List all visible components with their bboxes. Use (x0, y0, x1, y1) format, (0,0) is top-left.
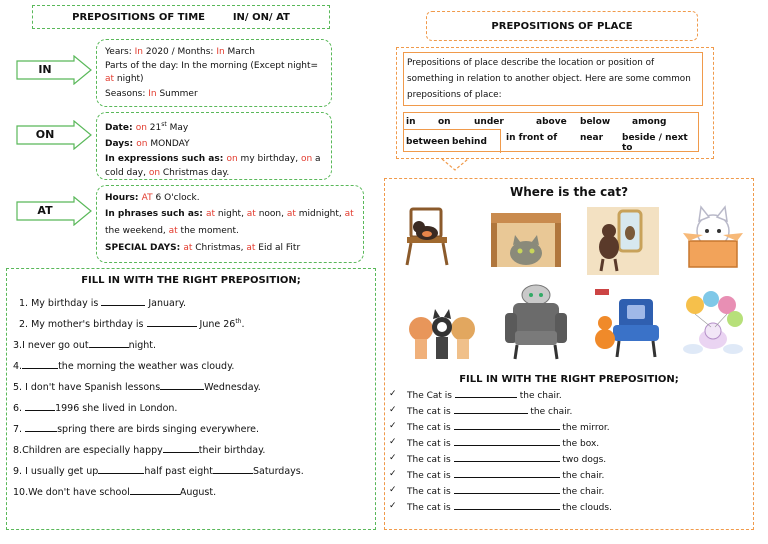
time-exercise-item: 1. My birthday is January. (19, 298, 187, 309)
check-icon: ✓ (389, 501, 397, 511)
answer-blank[interactable] (101, 297, 145, 306)
at-special-days: SPECIAL DAYS: at Christmas, at Eid al Fitr (105, 243, 301, 253)
place-word: in front of (506, 133, 558, 143)
cat-among-clouds-picture (681, 291, 747, 361)
answer-blank[interactable] (98, 465, 144, 474)
at-hours: Hours: AT 6 O'clock. (105, 193, 200, 203)
check-icon: ✓ (389, 453, 397, 463)
answer-blank[interactable] (213, 465, 253, 474)
time-exercise-item: 6. 1996 she lived in London. (13, 403, 178, 414)
place-word: behind (452, 137, 487, 147)
place-description: Prepositions of place describe the location or position of something in relation to another object. Here are some common prepositions of place: (407, 58, 691, 100)
cat-exercise-item: ✓ The cat is the mirror. (389, 421, 610, 433)
place-word: below (580, 117, 611, 127)
on-arrow (16, 120, 92, 150)
answer-blank[interactable] (89, 339, 129, 348)
time-exercise-title: FILL IN WITH THE RIGHT PREPOSITION; (81, 275, 301, 286)
bubble-pointer-icon (440, 158, 470, 172)
cat-exercise-item: ✓ The Cat is the chair. (389, 389, 562, 401)
place-word: near (580, 133, 604, 143)
at-arrow (16, 196, 92, 226)
answer-blank[interactable] (147, 318, 197, 327)
answer-blank[interactable] (160, 381, 204, 390)
cat-exercise-item: ✓ The cat is two dogs. (389, 453, 607, 465)
in-seasons: Seasons: In Summer (105, 89, 198, 99)
cat-between-dogs-picture (407, 295, 477, 361)
cat-section-box (384, 178, 754, 530)
place-word: between (406, 137, 450, 147)
on-label: ON (35, 128, 55, 141)
time-title: PREPOSITIONS OF TIME IN/ ON/ AT (72, 12, 290, 23)
cat-exercise-item: ✓ The cat is the chair. (389, 469, 605, 481)
place-title: PREPOSITIONS OF PLACE (491, 21, 633, 32)
check-icon: ✓ (389, 421, 397, 431)
cat-exercise-title: FILL IN WITH THE RIGHT PREPOSITION; (459, 374, 679, 385)
cat-in-box-picture (681, 205, 745, 269)
answer-blank[interactable] (22, 360, 58, 369)
answer-blank[interactable] (454, 421, 560, 430)
answer-blank[interactable] (454, 437, 560, 446)
on-rules-box (96, 112, 332, 180)
answer-blank[interactable] (130, 486, 180, 495)
answer-blank[interactable] (25, 402, 55, 411)
cat-behind-chair-picture (501, 283, 571, 361)
cat-title: Where is the cat? (509, 185, 629, 199)
cat-exercise-item: ✓ The cat is the chair. (389, 485, 605, 497)
check-icon: ✓ (389, 485, 397, 495)
time-exercise-item: 3.I never go out night. (13, 340, 157, 351)
check-icon: ✓ (389, 469, 397, 479)
on-expressions: In expressions such as: on my birthday, on a cold day, on Christmas day. (105, 154, 321, 178)
cat-near-chair-picture (591, 287, 661, 361)
check-icon: ✓ (389, 389, 397, 399)
time-exercise-item: 5. I don't have Spanish lessons Wednesday. (13, 382, 261, 393)
time-exercise-item: 7. spring there are birds singing everywhere. (13, 424, 260, 435)
cat-mirror-picture (587, 207, 659, 275)
at-label: AT (37, 204, 53, 217)
cat-under-box-picture (489, 209, 563, 273)
answer-blank[interactable] (454, 405, 528, 414)
in-arrow (16, 55, 92, 85)
cat-exercise-item: ✓ The cat is the chair. (389, 405, 573, 417)
cat-exercise-item: ✓ The cat is the clouds. (389, 501, 612, 513)
check-icon: ✓ (389, 405, 397, 415)
place-title-box (426, 11, 698, 41)
time-exercise-item: 2. My mother's birthday is June 26th. (19, 318, 245, 331)
answer-blank[interactable] (454, 453, 560, 462)
check-icon: ✓ (389, 437, 397, 447)
answer-blank[interactable] (454, 469, 560, 478)
on-date: Date: on 21st May (105, 121, 189, 133)
in-rules-box (96, 39, 332, 107)
place-info-box (396, 47, 714, 159)
place-word: beside / next to (622, 133, 688, 153)
time-title-box (32, 5, 330, 29)
cat-on-chair-picture (397, 203, 461, 267)
time-exercise-box (6, 268, 376, 530)
on-days: Days: on MONDAY (105, 139, 190, 149)
time-exercise-item: 4. the morning the weather was cloudy. (13, 361, 235, 372)
time-exercise-item: 8.Children are especially happy their birthday. (13, 445, 266, 456)
answer-blank[interactable] (455, 389, 517, 398)
word-divider (404, 129, 500, 130)
word-divider (500, 129, 501, 153)
in-label: IN (38, 63, 52, 76)
time-exercise-item: 9. I usually get up half past eight Saturdays. (13, 466, 304, 477)
place-words-box (403, 112, 699, 152)
answer-blank[interactable] (454, 485, 560, 494)
place-word: above (536, 117, 567, 127)
answer-blank[interactable] (163, 444, 199, 453)
at-phrases: In phrases such as: at night, at noon, at midnight, at the weekend, at the moment. (105, 209, 354, 236)
place-description-box (403, 52, 703, 106)
in-parts-of-day: Parts of the day: In the morning (Except night= at night) (105, 61, 319, 84)
place-word: on (438, 117, 451, 127)
cat-exercise-item: ✓ The cat is the box. (389, 437, 600, 449)
answer-blank[interactable] (25, 423, 57, 432)
answer-blank[interactable] (454, 501, 560, 510)
in-years-months: Years: In 2020 / Months: In March (105, 47, 255, 57)
time-exercise-item: 10.We don't have school August. (13, 487, 217, 498)
place-word: among (632, 117, 667, 127)
place-word: under (474, 117, 504, 127)
at-rules-box (96, 185, 364, 263)
place-word: in (406, 117, 416, 127)
